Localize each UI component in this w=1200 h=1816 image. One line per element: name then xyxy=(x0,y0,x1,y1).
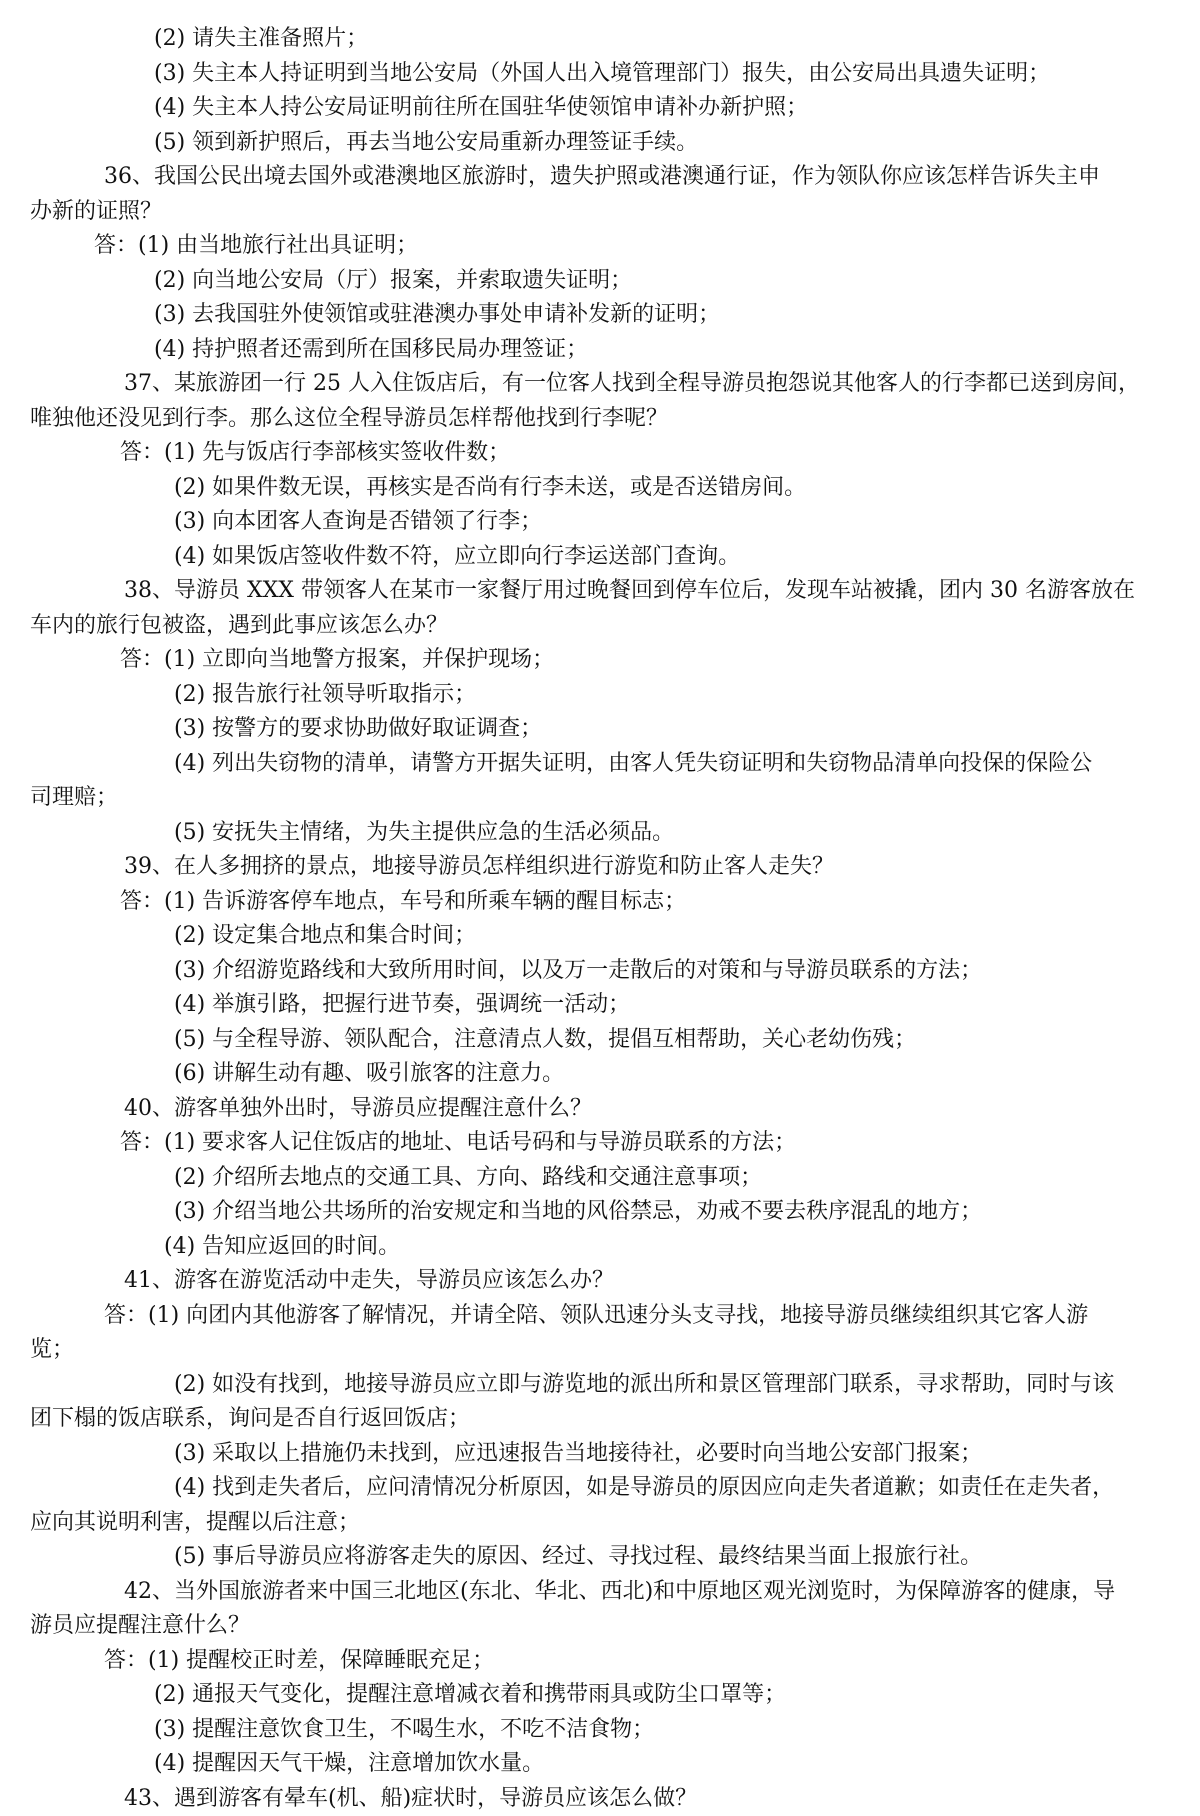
text-line: (4) 告知应返回的时间。 xyxy=(30,1230,1170,1265)
text-line: (2) 向当地公安局（厅）报案，并索取遗失证明； xyxy=(30,264,1170,299)
text-line: 答：(1) 先与饭店行李部核实签收件数； xyxy=(30,436,1170,471)
text-line: (4) 如果饭店签收件数不符，应立即向行李运送部门查询。 xyxy=(30,540,1170,575)
text-line: 团下榻的饭店联系，询问是否自行返回饭店； xyxy=(30,1402,1170,1437)
text-line: 车内的旅行包被盗，遇到此事应该怎么办？ xyxy=(30,609,1170,644)
text-line: (3) 去我国驻外使领馆或驻港澳办事处申请补发新的证明； xyxy=(30,298,1170,333)
text-line: (4) 举旗引路，把握行进节奏，强调统一活动； xyxy=(30,988,1170,1023)
text-line: 览； xyxy=(30,1333,1170,1368)
text-line: (5) 与全程导游、领队配合，注意清点人数，提倡互相帮助，关心老幼伤残； xyxy=(30,1023,1170,1058)
text-line: (2) 报告旅行社领导听取指示； xyxy=(30,678,1170,713)
text-line: (4) 失主本人持公安局证明前往所在国驻华使领馆申请补办新护照； xyxy=(30,91,1170,126)
text-line: (3) 按警方的要求协助做好取证调查； xyxy=(30,712,1170,747)
text-line: (3) 失主本人持证明到当地公安局（外国人出入境管理部门）报失，由公安局出具遗失证明； xyxy=(30,57,1170,92)
text-line: 答：(1) 告诉游客停车地点，车号和所乘车辆的醒目标志； xyxy=(30,885,1170,920)
text-line: (4) 持护照者还需到所在国移民局办理签证； xyxy=(30,333,1170,368)
text-line: (4) 提醒因天气干燥，注意增加饮水量。 xyxy=(30,1747,1170,1782)
text-line: (5) 事后导游员应将游客走失的原因、经过、寻找过程、最终结果当面上报旅行社。 xyxy=(30,1540,1170,1575)
text-line: 司理赔； xyxy=(30,781,1170,816)
text-line: (4) 列出失窃物的清单，请警方开据失证明，由客人凭失窃证明和失窃物品清单向投保的保险公 xyxy=(30,747,1170,782)
text-line: 36、我国公民出境去国外或港澳地区旅游时，遗失护照或港澳通行证，作为领队你应该怎样告诉失主申 xyxy=(30,160,1170,195)
text-line: (3) 采取以上措施仍未找到，应迅速报告当地接待社，必要时向当地公安部门报案； xyxy=(30,1437,1170,1472)
text-line: (3) 提醒注意饮食卫生，不喝生水，不吃不洁食物； xyxy=(30,1713,1170,1748)
text-line: 38、导游员 XXX 带领客人在某市一家餐厅用过晚餐回到停车位后，发现车站被撬，团内 30 名游客放在 xyxy=(30,574,1170,609)
text-line: 39、在人多拥挤的景点，地接导游员怎样组织进行游览和防止客人走失？ xyxy=(30,850,1170,885)
text-line: 37、某旅游团一行 25 人入住饭店后，有一位客人找到全程导游员抱怨说其他客人的行李都已送到房间， xyxy=(30,367,1170,402)
text-line: 游员应提醒注意什么？ xyxy=(30,1609,1170,1644)
text-line: (2) 请失主准备照片； xyxy=(30,22,1170,57)
text-line: 答：(1) 向团内其他游客了解情况，并请全陪、领队迅速分头支寻找，地接导游员继续组织其它客人游 xyxy=(30,1299,1170,1334)
text-line: 答：(1) 要求客人记住饭店的地址、电话号码和与导游员联系的方法； xyxy=(30,1126,1170,1161)
text-line: 43、遇到游客有晕车(机、船)症状时，导游员应该怎么做？ xyxy=(30,1782,1170,1816)
text-line: (3) 介绍当地公共场所的治安规定和当地的风俗禁忌，劝戒不要去秩序混乱的地方； xyxy=(30,1195,1170,1230)
text-line: 办新的证照？ xyxy=(30,195,1170,230)
text-line: (2) 通报天气变化，提醒注意增减衣着和携带雨具或防尘口罩等； xyxy=(30,1678,1170,1713)
text-line: 答：(1) 立即向当地警方报案，并保护现场； xyxy=(30,643,1170,678)
text-line: (2) 如没有找到，地接导游员应立即与游览地的派出所和景区管理部门联系，寻求帮助，同时与该 xyxy=(30,1368,1170,1403)
text-line: (6) 讲解生动有趣、吸引旅客的注意力。 xyxy=(30,1057,1170,1092)
text-line: 40、游客单独外出时，导游员应提醒注意什么？ xyxy=(30,1092,1170,1127)
document-body xyxy=(30,22,1170,1816)
text-line: (2) 介绍所去地点的交通工具、方向、路线和交通注意事项； xyxy=(30,1161,1170,1196)
text-line: 唯独他还没见到行李。那么这位全程导游员怎样帮他找到行李呢？ xyxy=(30,402,1170,437)
text-line: (4) 找到走失者后，应问清情况分析原因，如是导游员的原因应向走失者道歉；如责任在走失者， xyxy=(30,1471,1170,1506)
text-line: (3) 介绍游览路线和大致所用时间，以及万一走散后的对策和与导游员联系的方法； xyxy=(30,954,1170,989)
text-line: 42、当外国旅游者来中国三北地区(东北、华北、西北)和中原地区观光浏览时，为保障游客的健康，导 xyxy=(30,1575,1170,1610)
text-line: (3) 向本团客人查询是否错领了行李； xyxy=(30,505,1170,540)
text-line: 应向其说明利害，提醒以后注意； xyxy=(30,1506,1170,1541)
text-line: (5) 领到新护照后，再去当地公安局重新办理签证手续。 xyxy=(30,126,1170,161)
text-line: (2) 设定集合地点和集合时间； xyxy=(30,919,1170,954)
text-line: 答：(1) 提醒校正时差，保障睡眠充足； xyxy=(30,1644,1170,1679)
text-line: 答：(1) 由当地旅行社出具证明； xyxy=(30,229,1170,264)
text-line: 41、游客在游览活动中走失，导游员应该怎么办？ xyxy=(30,1264,1170,1299)
text-line: (5) 安抚失主情绪，为失主提供应急的生活必须品。 xyxy=(30,816,1170,851)
text-line: (2) 如果件数无误，再核实是否尚有行李未送，或是否送错房间。 xyxy=(30,471,1170,506)
